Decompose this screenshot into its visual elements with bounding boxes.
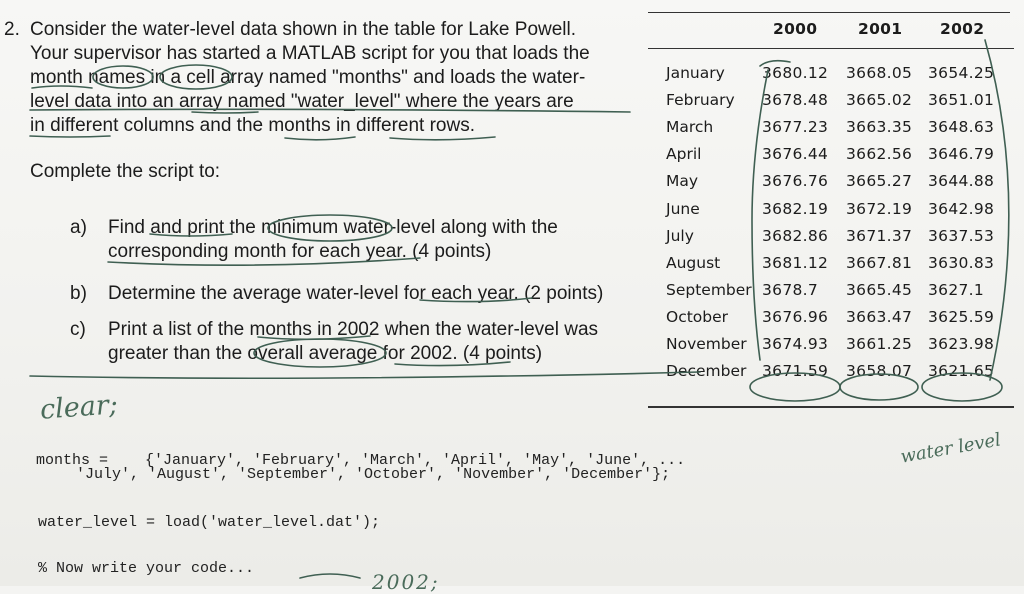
value-cell-september-2000: 3678.7 [762, 280, 819, 299]
value-cell-august-2000: 3681.12 [762, 253, 829, 272]
month-cell-august: August [666, 253, 721, 272]
month-cell-september: September [666, 280, 752, 299]
value-cell-may-2000: 3676.76 [762, 172, 829, 191]
value-cell-march-2002: 3648.63 [928, 118, 995, 137]
value-cell-june-2001: 3672.19 [846, 199, 913, 218]
value-cell-january-2000: 3680.12 [762, 64, 829, 82]
handwritten-bottom-scrawl: 2002; [372, 570, 440, 594]
year-header-2001: 2001 [858, 20, 903, 38]
value-cell-august-2001: 3667.81 [846, 253, 913, 272]
value-cell-june-2002: 3642.98 [928, 199, 995, 218]
part-c-line-1: Print a list of the months in 2002 when the water-level was [108, 319, 599, 340]
handwritten-clear: clear; [39, 389, 119, 426]
month-cell-july: July [666, 226, 694, 245]
problem-line-2: Your supervisor has started a MATLAB script for you that loads the [30, 43, 590, 64]
month-cell-june: June [666, 199, 700, 218]
value-cell-september-2001: 3665.45 [846, 280, 913, 299]
year-header-2000: 2000 [773, 20, 818, 38]
value-cell-october-2002: 3625.59 [928, 307, 995, 326]
value-cell-may-2002: 3644.88 [928, 172, 995, 191]
value-cell-march-2000: 3677.23 [762, 118, 829, 137]
month-cell-october: October [666, 307, 729, 326]
value-cell-november-2000: 3674.93 [762, 335, 829, 353]
value-cell-december-2000: 3671.59 [762, 362, 829, 381]
value-cell-september-2002: 3627.1 [928, 280, 985, 299]
month-cell-march: March [666, 118, 714, 137]
table-bottom-rule [648, 406, 1014, 408]
code-months-label: months = [36, 452, 118, 469]
part-c-line-2: greater than the overall average for 2002. (4 points) [108, 343, 543, 364]
code-line-1: {'January', 'February', 'March', 'April', 'May', 'June', ... [145, 452, 686, 469]
part-b-label: b) [70, 283, 87, 304]
code-line-2: 'July', 'August', 'September', 'October', 'November', 'December'}; [76, 466, 671, 483]
month-cell-may: May [666, 172, 699, 191]
value-cell-october-2000: 3676.96 [762, 307, 829, 326]
month-cell-november: November [666, 335, 747, 353]
value-cell-february-2001: 3665.02 [846, 91, 913, 110]
problem-number: 2. [4, 19, 20, 40]
complete-prompt: Complete the script to: [30, 161, 221, 182]
problem-line-3: month names in a cell array named "months" and loads the water- [30, 67, 586, 88]
value-cell-december-2002: 3621.65 [928, 362, 995, 381]
value-cell-july-2000: 3682.86 [762, 226, 829, 245]
month-cell-april: April [666, 145, 702, 164]
value-cell-november-2002: 3623.98 [928, 335, 995, 353]
code-line-4: % Now write your code... [38, 560, 255, 577]
part-a-line-2: corresponding month for each year. (4 points) [108, 241, 492, 262]
problem-line-1: Consider the water-level data shown in the table for Lake Powell. [30, 19, 577, 40]
value-cell-july-2001: 3671.37 [846, 226, 913, 245]
value-cell-august-2002: 3630.83 [928, 253, 995, 272]
value-cell-april-2000: 3676.44 [762, 145, 829, 164]
part-b-line-1: Determine the average water-level for each year. (2 points) [108, 283, 604, 304]
year-header-2002: 2002 [940, 20, 985, 38]
value-cell-july-2002: 3637.53 [928, 226, 995, 245]
table-top-rule [648, 12, 1010, 13]
value-cell-march-2001: 3663.35 [846, 118, 913, 137]
code-line-3: water_level = load('water_level.dat'); [38, 514, 381, 531]
value-cell-april-2002: 3646.79 [928, 145, 995, 164]
value-cell-october-2001: 3663.47 [846, 307, 913, 326]
part-a-line-1: Find and print the minimum water-level along with the [108, 217, 558, 238]
value-cell-may-2001: 3665.27 [846, 172, 913, 191]
month-cell-february: February [666, 91, 735, 110]
value-cell-april-2001: 3662.56 [846, 145, 913, 164]
value-cell-june-2000: 3682.19 [762, 199, 829, 218]
handwritten-water-level: water level [898, 429, 1003, 468]
month-cell-december: December [666, 362, 747, 381]
value-cell-january-2001: 3668.05 [846, 64, 913, 82]
part-a-label: a) [70, 217, 87, 238]
value-cell-december-2001: 3658.07 [846, 362, 913, 381]
part-c-label: c) [70, 319, 86, 340]
table-header-rule [648, 48, 1014, 49]
value-cell-november-2001: 3661.25 [846, 335, 913, 353]
value-cell-february-2002: 3651.01 [928, 91, 995, 110]
problem-line-4: level data into an array named "water_level" where the years are [30, 91, 574, 112]
value-cell-january-2002: 3654.25 [928, 64, 995, 82]
value-cell-february-2000: 3678.48 [762, 91, 829, 110]
problem-line-5: in different columns and the months in different rows. [30, 115, 475, 136]
month-cell-january: January [666, 64, 725, 82]
